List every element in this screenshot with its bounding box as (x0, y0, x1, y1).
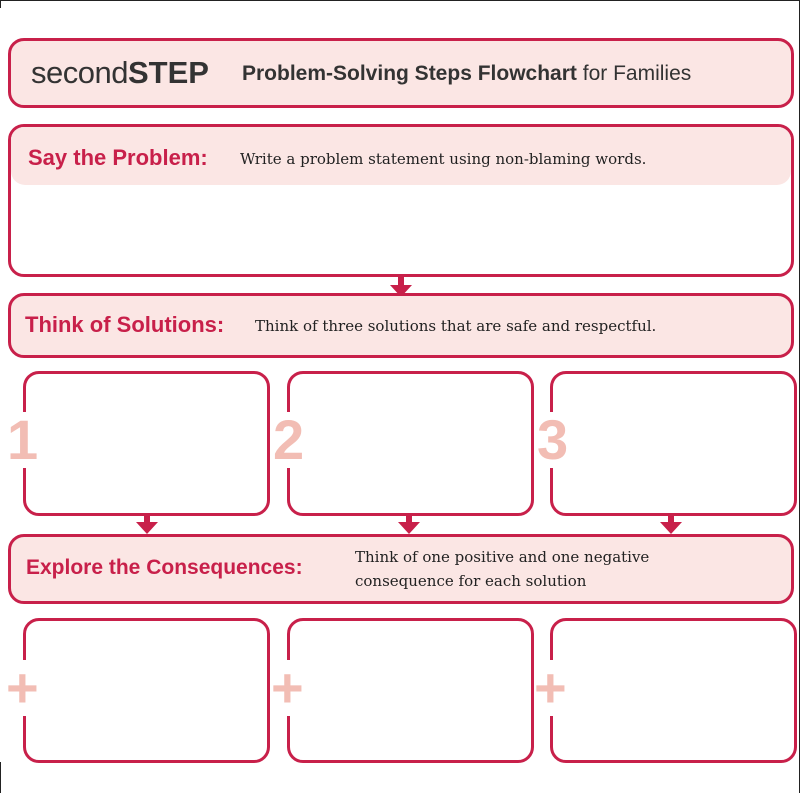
solution-box-3[interactable] (550, 371, 797, 516)
say-problem-label: Say the Problem: (28, 145, 208, 170)
positive-plus-2: + (271, 656, 304, 719)
worksheet-header (8, 38, 794, 108)
say-problem-write-area[interactable] (14, 186, 788, 272)
positive-plus-1: + (6, 656, 39, 719)
think-solutions-instruction: Think of three solutions that are safe and respectful. (255, 317, 657, 335)
consequence-box-2[interactable] (287, 618, 534, 763)
consequence-box-1[interactable] (23, 618, 270, 763)
worksheet-title (242, 62, 691, 86)
explore-consequences-section (8, 534, 794, 604)
consequence-box-3[interactable] (550, 618, 797, 763)
solution-box-1[interactable] (23, 371, 270, 516)
solution-number-3: 3 (537, 408, 569, 471)
logo-step-text: STEP (127, 55, 209, 90)
positive-plus-3: + (534, 656, 567, 719)
explore-consequences-instruction-line1: Think of one positive and one negative (355, 548, 650, 566)
logo-second-text: second (31, 55, 128, 90)
think-solutions-label: Think of Solutions: (25, 312, 225, 337)
frame-top-border (0, 0, 800, 1)
explore-consequences-instruction-line2: consequence for each solution (355, 572, 587, 590)
frame-left-border (0, 762, 1, 793)
frame-left-border (0, 0, 1, 8)
title-bold-text: Problem-Solving Steps Flowchart (242, 62, 577, 85)
explore-consequences-label: Explore the Consequences: (26, 556, 303, 579)
think-solutions-section (8, 293, 794, 358)
second-step-logo (31, 55, 209, 91)
solution-number-1: 1 (7, 408, 39, 471)
solution-number-2: 2 (273, 408, 305, 471)
title-light-text: for Families (582, 62, 692, 85)
say-problem-instruction: Write a problem statement using non-blaming words. (240, 150, 647, 168)
solution-box-2[interactable] (287, 371, 534, 516)
